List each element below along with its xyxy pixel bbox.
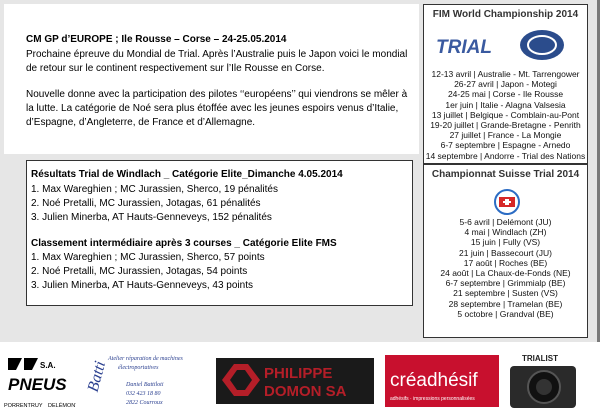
news-headline: CM GP d’EUROPE ; Ile Rousse – Corse – 24-25.05.2014 (26, 34, 287, 45)
sponsor-philippe-domon (214, 352, 376, 410)
svg-text:S.A.: S.A. (40, 361, 56, 370)
fim-event: 26-27 avril | Japon - Motegi (454, 79, 557, 90)
fim-logo (520, 30, 564, 60)
swiss-event: 21 juin | Bassecourt (JU) (459, 247, 552, 258)
fim-event: 24-25 mai | Corse - Ile Rousse (447, 89, 564, 100)
batti-logo (84, 352, 210, 410)
camera-icon (510, 366, 576, 408)
results-heading-standings: Classement intermédiaire après 3 courses _ Catégorie Elite FMS (31, 238, 337, 249)
fim-event: 14 septembre | Andorre - Trial des Nations (425, 150, 586, 161)
svg-text:PORRENTRUY: PORRENTRUY (4, 403, 43, 409)
fim-trial-logos (434, 25, 574, 65)
swiss-event: 21 septembre | Susten (VS) (453, 288, 558, 299)
sponsor-pneus (4, 352, 76, 410)
results-heading-windlach: Résultats Trial de Windlach _ Catégorie Elite_Dimanche 4.05.2014 (31, 169, 343, 180)
svg-text:032 423 18 80: 032 423 18 80 (126, 391, 161, 397)
svg-text:Daniel Battiloti: Daniel Battiloti (126, 382, 164, 388)
svg-text:créadhésif: créadhésif (390, 370, 478, 391)
result-item: 3. Julien Minerba, AT Hauts-Genneveys, 152 pénalités (31, 212, 272, 223)
svg-text:PHILIPPE: PHILIPPE (264, 365, 333, 382)
svg-text:adhésifs · impressions personn: adhésifs · impressions personnalisées (390, 396, 475, 402)
fim-calendar-box (423, 4, 588, 164)
swiss-event: 5-6 avril | Delémont (JU) (459, 217, 552, 227)
sponsor-trialist (504, 352, 594, 412)
pneus-logo (4, 352, 76, 410)
fim-event: 19-20 juillet | Grande-Bretagne - Penrith (430, 120, 581, 131)
svg-text:2822 Courroux: 2822 Courroux (126, 400, 163, 406)
swiss-event: 17 août | Roches (BE) (463, 257, 548, 268)
swiss-event: 4 mai | Windlach (ZH) (464, 227, 547, 238)
sponsor-creadhesif (384, 352, 500, 410)
swiss-event: 24 août | La Chaux-de-Fonds (NE) (440, 268, 571, 279)
news-paragraph-2: Nouvelle donne avec la participation des pilotes ‘‘européens’’ qui viendrons se mêler à la lutte. La catégorie de Noé sera plus étoffée avec les jeunes espoirs venus d’Italie, d’Espagne, d’Angleterre, de France et d’Allemagne. (26, 89, 408, 128)
svg-text:électroportatives: électroportatives (118, 365, 159, 371)
fim-event: 27 juillet | France - La Mongie (449, 130, 562, 141)
svg-text:DOMON SA: DOMON SA (264, 383, 347, 400)
standing-item: 1. Max Wareghien ; MC Jurassien, Sherco, 57 points (31, 252, 265, 263)
swiss-title: Championnat Suisse Trial 2014 (431, 169, 580, 180)
philippe-domon-logo (214, 352, 376, 410)
svg-text:Atelier réparation de machines: Atelier réparation de machines (108, 356, 183, 362)
standing-item: 3. Julien Minerba, AT Hauts-Genneveys, 43 points (31, 280, 253, 291)
svg-text:Batti: Batti (84, 359, 110, 394)
fms-logo (494, 189, 520, 215)
news-paragraph-1: Prochaine épreuve du Mondial de Trial. Après l’Australie puis le Japon voici le mondial de retour sur le continent respectivement sur l’Ile Rousse en Corse. (26, 49, 408, 74)
swiss-event: 6-7 septembre | Grimmialp (BE) (445, 278, 566, 289)
fim-title: FIM World Championship 2014 (432, 9, 579, 20)
news-box (4, 4, 419, 154)
svg-text:PNEUS: PNEUS (8, 375, 67, 394)
fim-event: 1er juin | Italie - Alagna Valsesia (445, 99, 566, 110)
fim-event: 13 juillet | Belgique - Comblain-au-Pont (431, 109, 580, 120)
trial-logo: TRIAL (436, 37, 492, 58)
results-box (26, 160, 413, 306)
fim-event: 12-13 avril | Australie - Mt. Tarrengower (431, 69, 580, 79)
fim-event-list (424, 69, 587, 161)
swiss-event: 5 octobre | Grandval (BE) (457, 308, 554, 319)
sponsor-batti (84, 352, 210, 410)
swiss-calendar-box (423, 164, 588, 338)
result-item: 2. Noé Pretalli, MC Jurassien, Jotagas, 61 pénalités (31, 198, 261, 209)
trialist-logo (504, 352, 594, 412)
swiss-event: 28 septembre | Tramelan (BE) (448, 298, 563, 309)
result-item: 1. Max Wareghien ; MC Jurassien, Sherco, 19 pénalités (31, 184, 278, 195)
fim-event: 6-7 septembre | Espagne - Arnedo (440, 140, 571, 151)
swiss-event: 15 juin | Fully (VS) (470, 237, 541, 248)
swiss-event-list (424, 217, 587, 319)
svg-text:DELÉMONT: DELÉMONT (48, 403, 76, 409)
svg-text:TRIALIST: TRIALIST (522, 354, 558, 363)
standing-item: 2. Noé Pretalli, MC Jurassien, Jotagas, 54 points (31, 266, 248, 277)
creadhesif-logo (384, 352, 500, 410)
